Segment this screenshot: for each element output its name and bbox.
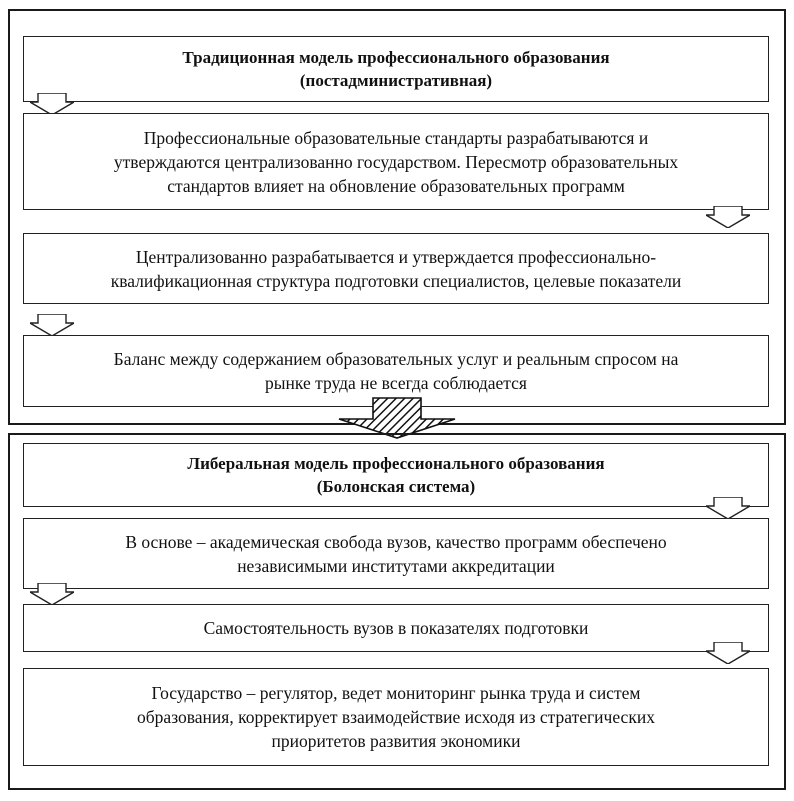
down-arrow-icon <box>30 93 74 115</box>
liberal-box-state-regulator-text: Государство – регулятор, ведет мониторинг рынка труда и систем образования, корректирует взаимодействие исходя из стратегических приоритетов развития экономики <box>137 683 655 751</box>
liberal-model-title-text: Либеральная модель профессионального образования (Болонская система) <box>187 454 605 496</box>
liberal-box-academic-freedom-text: В основе – академическая свобода вузов, качество программ обеспечено независимыми институтами аккредитации <box>125 531 667 576</box>
traditional-box-standards <box>23 113 769 210</box>
traditional-box-standards-text: Профессиональные образовательные стандарты разрабатываются и утверждаются централизованно государством. Пересмотр образовательных стандартов влияет на обновление образовательных программ <box>113 127 679 196</box>
down-arrow-icon <box>30 583 74 605</box>
down-arrow-icon <box>30 314 74 336</box>
down-arrow-icon <box>706 497 750 519</box>
liberal-box-state-regulator <box>23 668 769 766</box>
liberal-box-autonomy <box>23 604 769 652</box>
traditional-box-balance-text: Баланс между содержанием образовательных услуг и реальным спросом на рынке труда не всегда соблюдается <box>113 349 679 393</box>
traditional-model-title-text: Традиционная модель профессионального образования (постадминистративная) <box>182 48 610 90</box>
liberal-box-academic-freedom <box>23 518 769 589</box>
traditional-box-structure <box>23 233 769 304</box>
down-arrow-icon <box>706 642 750 664</box>
liberal-model-title <box>23 443 769 507</box>
traditional-box-structure-text: Централизованно разрабатывается и утверждается профессионально- квалификационная структура подготовки специалистов, целевые показатели <box>110 246 682 291</box>
down-arrow-icon <box>706 206 750 228</box>
traditional-model-title <box>23 36 769 102</box>
liberal-box-autonomy-text: Самостоятельность вузов в показателях подготовки <box>203 618 589 638</box>
